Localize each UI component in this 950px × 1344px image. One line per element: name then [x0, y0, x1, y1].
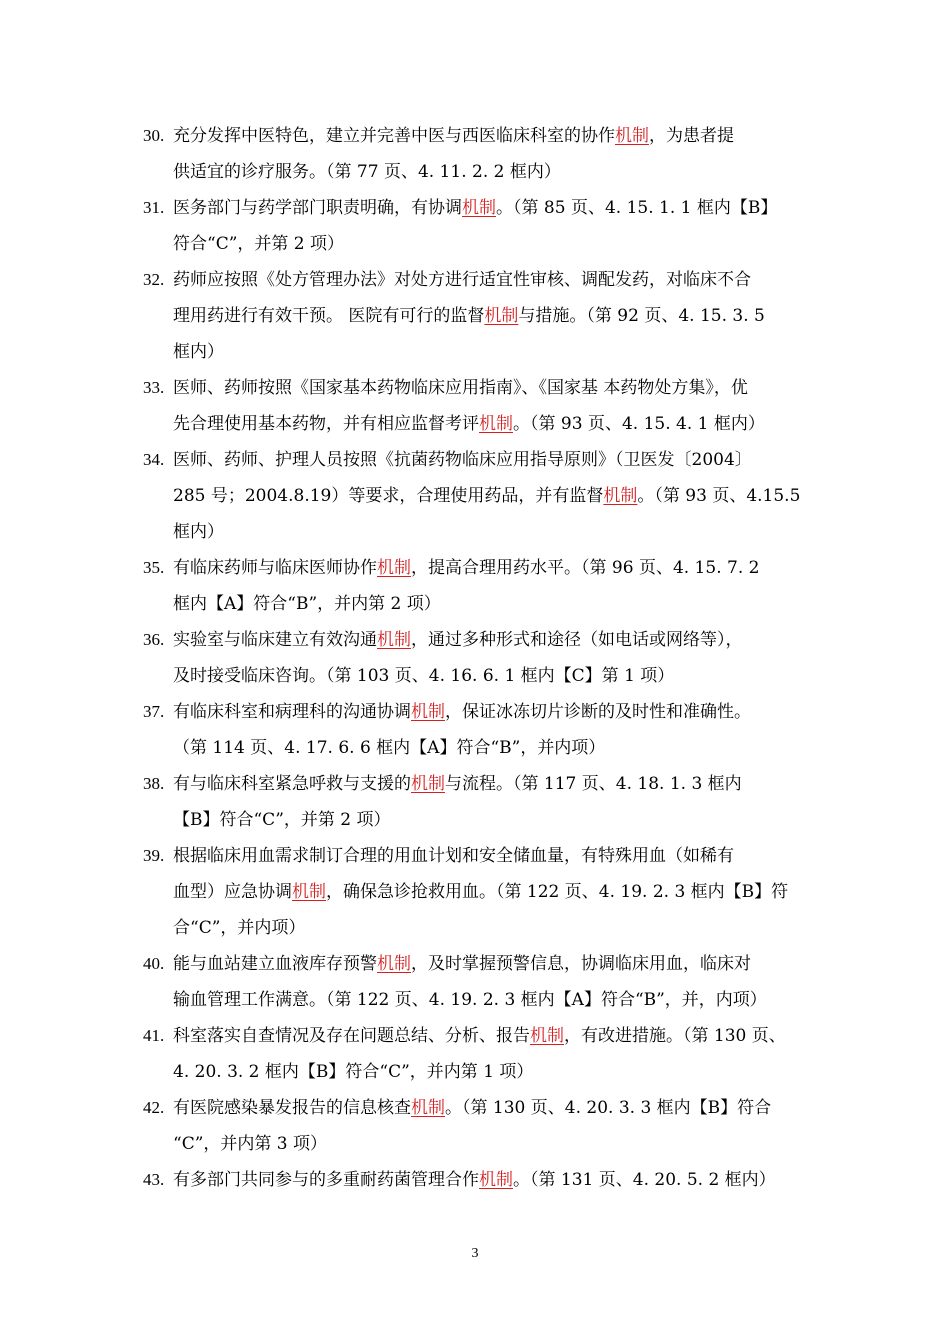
item-text: 框内【A】符合“B”，并内第 2 项） [173, 594, 441, 614]
item-text: 与流程。（第 117 页、4. 18. 1. 3 框内 [445, 774, 742, 794]
item-text: 输血管理工作满意。（第 122 页、4. 19. 2. 3 框内【A】符合“B”，并，内项） [173, 990, 767, 1010]
item-line [143, 226, 813, 262]
item-line [143, 1090, 813, 1126]
item-text: 与措施。（第 92 页、4. 15. 3. 5 [518, 306, 765, 326]
list-item [143, 1162, 813, 1198]
item-text: 。（第 130 页、4. 20. 3. 3 框内【B】符合 [445, 1098, 772, 1118]
list-item [143, 1018, 813, 1090]
list-item [143, 1090, 813, 1162]
list-item [143, 262, 813, 370]
item-text: 能与血站建立血液库存预警 [173, 954, 377, 974]
item-text: 根据临床用血需求制订合理的用血计划和安全储血量，有特殊用血（如稀有 [173, 846, 734, 866]
item-text: 有临床科室和病理科的沟通协调 [173, 702, 411, 722]
item-text: ，提高合理用药水平。（第 96 页、4. 15. 7. 2 [411, 558, 760, 578]
item-line [143, 982, 813, 1018]
item-text: 符合“C”，并第 2 项） [173, 234, 345, 254]
item-number: 39. [143, 846, 165, 865]
item-text: ，确保急诊抢救用血。（第 122 页、4. 19. 2. 3 框内【B】符 [326, 882, 789, 902]
item-number: 42. [143, 1098, 165, 1117]
item-line [143, 1054, 813, 1090]
item-text: 。（第 131 页、4. 20. 5. 2 框内） [513, 1170, 776, 1190]
keyword-highlight: 机制 [377, 954, 411, 974]
item-number: 30. [143, 126, 165, 145]
page-number: 3 [471, 1246, 479, 1261]
item-line [143, 298, 813, 334]
item-line [143, 694, 813, 730]
list-item [143, 838, 813, 946]
item-text: ，通过多种形式和途径（如电话或网络等）， [411, 630, 743, 650]
keyword-highlight: 机制 [377, 630, 411, 650]
item-number: 41. [143, 1026, 165, 1045]
keyword-highlight: 机制 [411, 774, 445, 794]
keyword-highlight: 机制 [411, 1098, 445, 1118]
item-text: 。（第 85 页、4. 15. 1. 1 框内【B】 [496, 198, 778, 218]
item-text: 科室落实自查情况及存在问题总结、分析、报告 [173, 1026, 530, 1046]
item-line [143, 802, 813, 838]
item-text: （第 114 页、4. 17. 6. 6 框内【A】符合“B”，并内项） [173, 738, 606, 758]
list-item [143, 550, 813, 622]
keyword-highlight: 机制 [411, 702, 445, 722]
item-text: 285 号；2004.8.19）等要求，合理使用药品，并有监督 [173, 486, 604, 506]
item-line [143, 334, 813, 370]
keyword-highlight: 机制 [603, 486, 638, 506]
keyword-highlight: 机制 [530, 1026, 564, 1046]
item-text: 。（第 93 页、4. 15. 4. 1 框内） [513, 414, 765, 434]
item-text: 及时接受临床咨询。（第 103 页、4. 16. 6. 1 框内【C】第 1 项） [173, 666, 675, 686]
list-item [143, 766, 813, 838]
item-text: 有临床药师与临床医师协作 [173, 558, 377, 578]
item-line [143, 514, 813, 550]
keyword-highlight: 机制 [292, 882, 326, 902]
item-line [143, 658, 813, 694]
item-text: 有与临床科室紧急呼救与支援的 [173, 774, 411, 794]
item-number: 36. [143, 630, 165, 649]
item-line [143, 478, 813, 514]
keyword-highlight: 机制 [615, 126, 649, 146]
item-text: ，保证冰冻切片诊断的及时性和准确性。 [445, 702, 751, 722]
keyword-highlight: 机制 [484, 306, 519, 326]
item-line [143, 1126, 813, 1162]
item-line [143, 766, 813, 802]
item-text: 理用药进行有效干预。 医院有可行的监督 [173, 306, 485, 326]
list-item [143, 370, 813, 442]
item-line [143, 370, 813, 406]
item-number: 40. [143, 954, 165, 973]
item-text: 药师应按照《处方管理办法》对处方进行适宜性审核、调配发药，对临床不合 [173, 270, 751, 290]
list-item [143, 946, 813, 1018]
item-number: 32. [143, 270, 165, 289]
item-text: 有多部门共同参与的多重耐药菌管理合作 [173, 1170, 479, 1190]
item-number: 38. [143, 774, 165, 793]
item-number: 35. [143, 558, 165, 577]
item-text: 充分发挥中医特色，建立并完善中医与西医临床科室的协作 [173, 126, 615, 146]
list-item [143, 118, 813, 190]
item-line [143, 586, 813, 622]
item-text: 有医院感染暴发报告的信息核查 [173, 1098, 411, 1118]
item-line [143, 190, 813, 226]
item-line [143, 550, 813, 586]
item-line [143, 262, 813, 298]
item-text: 医师、药师按照《国家基本药物临床应用指南》、《国家基 本药物处方集》，优 [173, 378, 748, 398]
item-line [143, 910, 813, 946]
item-line [143, 442, 813, 478]
list-item [143, 442, 813, 550]
item-text: 框内） [173, 522, 224, 542]
item-text: “C”，并内第 3 项） [173, 1134, 328, 1154]
item-text: 先合理使用基本药物，并有相应监督考评 [173, 414, 479, 434]
item-text: 4. 20. 3. 2 框内【B】符合“C”，并内第 1 项） [173, 1062, 534, 1082]
keyword-highlight: 机制 [462, 198, 496, 218]
item-number: 33. [143, 378, 165, 397]
item-text: 医师、药师、护理人员按照《抗菌药物临床应用指导原则》（卫医发〔2004〕 [173, 450, 752, 470]
keyword-highlight: 机制 [479, 414, 513, 434]
item-line [143, 1018, 813, 1054]
item-line [143, 946, 813, 982]
list-item [143, 694, 813, 766]
item-number: 43. [143, 1170, 165, 1189]
item-line [143, 154, 813, 190]
item-text: 实验室与临床建立有效沟通 [173, 630, 377, 650]
item-line [143, 622, 813, 658]
item-text: 合“C”，并内项） [173, 918, 306, 938]
item-text: ，及时掌握预警信息，协调临床用血，临床对 [411, 954, 751, 974]
item-number: 31. [143, 198, 165, 217]
keyword-highlight: 机制 [479, 1170, 513, 1190]
item-text: ，有改进措施。（第 130 页、 [564, 1026, 786, 1046]
item-line [143, 1162, 813, 1198]
item-text: 【B】符合“C”，并第 2 项） [173, 810, 391, 830]
item-number: 37. [143, 702, 165, 721]
item-text: 。（第 93 页、4.15.5 [637, 486, 801, 506]
item-line [143, 874, 813, 910]
list-item [143, 190, 813, 262]
item-text: 血型）应急协调 [173, 882, 292, 902]
list-item [143, 622, 813, 694]
item-number: 34. [143, 450, 165, 469]
item-line [143, 118, 813, 154]
item-text: 框内） [173, 342, 224, 362]
item-text: ，为患者提 [649, 126, 734, 146]
item-text: 供适宜的诊疗服务。（第 77 页、4. 11. 2. 2 框内） [173, 162, 561, 182]
item-line [143, 838, 813, 874]
item-line [143, 406, 813, 442]
keyword-highlight: 机制 [377, 558, 411, 578]
item-line [143, 730, 813, 766]
item-text: 医务部门与药学部门职责明确，有协调 [173, 198, 462, 218]
